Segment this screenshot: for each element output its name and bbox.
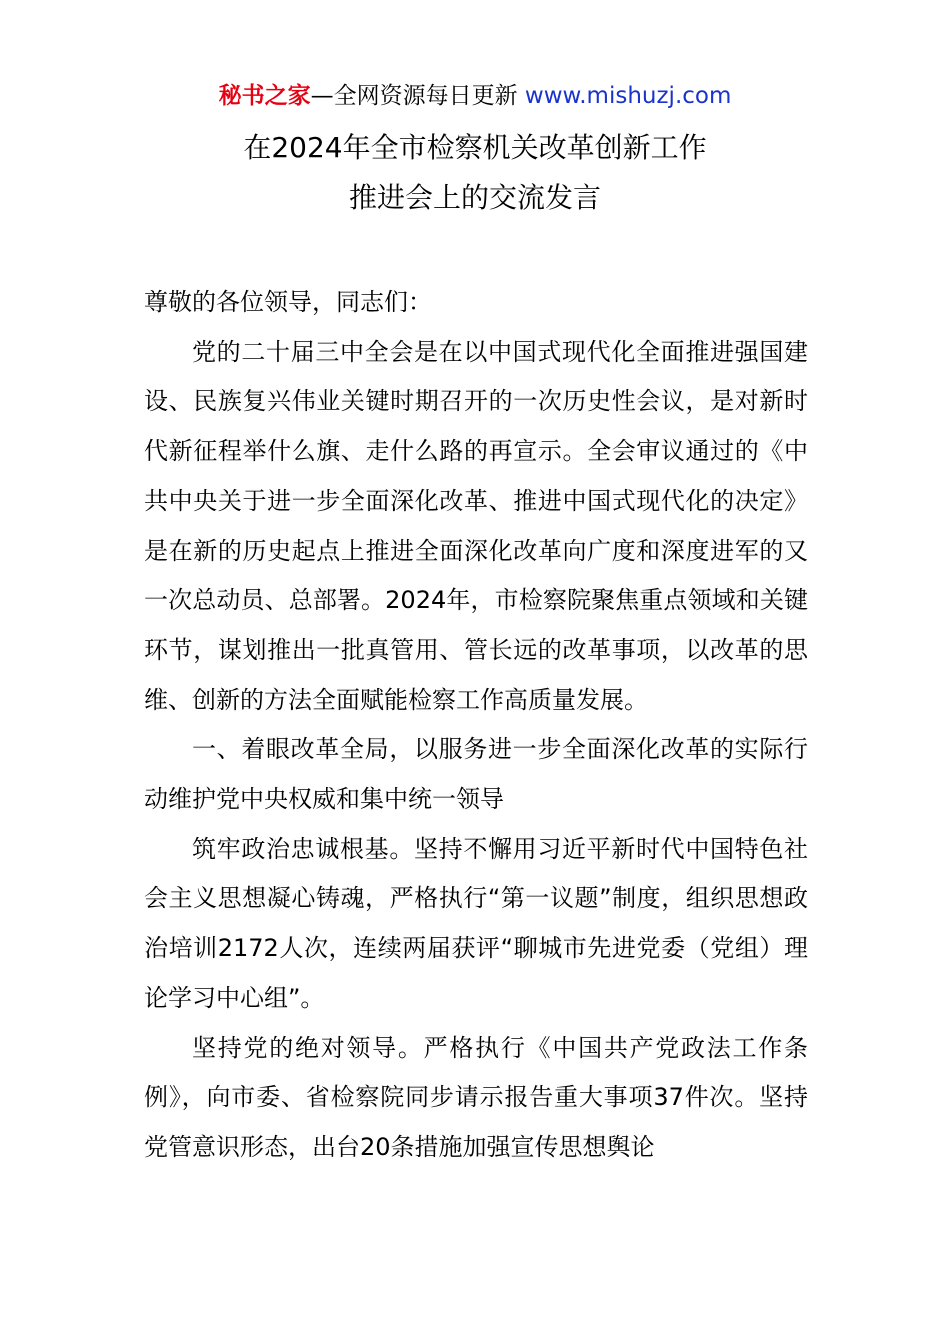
- document-title-line-1: 在2024年全市检察机关改革创新工作: [243, 131, 707, 164]
- paragraph-political-loyalty: 筑牢政治忠诚根基。坚持不懈用习近平新时代中国特色社会主义思想凝心铸魂，严格执行“第一议题”制度，组织思想政治培训2172人次，连续两届获评“聊城市先进党委（党组）理论学习中心组”。: [144, 834, 808, 1012]
- document-body: [144, 278, 808, 1173]
- document-title-line-2: 推进会上的交流发言: [348, 181, 601, 214]
- salutation: 尊敬的各位领导，同志们：: [144, 288, 432, 316]
- paragraph-intro: 党的二十届三中全会是在以中国式现代化全面推进强国建设、民族复兴伟业关键时期召开的一次历史性会议，是对新时代新征程举什么旗、走什么路的再宣示。全会审议通过的《中共中央关于进一步全面深化改革、推进中国式现代化的决定》是在新的历史起点上推进全面深化改革向广度和深度进军的又一次总动员、总部署。2024年，市检察院聚焦重点领域和关键环节，谋划推出一批真管用、管长远的改革事项，以改革的思维、创新的方法全面赋能检察工作高质量发展。: [144, 337, 808, 714]
- section-heading-1: 一、着眼改革全局，以服务进一步全面深化改革的实际行动维护党中央权威和集中统一领导: [144, 735, 808, 814]
- site-banner: [0, 80, 950, 112]
- site-url-link[interactable]: www.mishuzj.com: [524, 83, 732, 109]
- brand-name: 秘书之家: [218, 83, 311, 109]
- paragraph-party-leadership: 坚持党的绝对领导。严格执行《中国共产党政法工作条例》，向市委、省检察院同步请示报告重大事项37件次。坚持党管意识形态，出台20条措施加强宣传思想舆论: [144, 1033, 808, 1161]
- banner-tagline: —全网资源每日更新: [310, 83, 518, 109]
